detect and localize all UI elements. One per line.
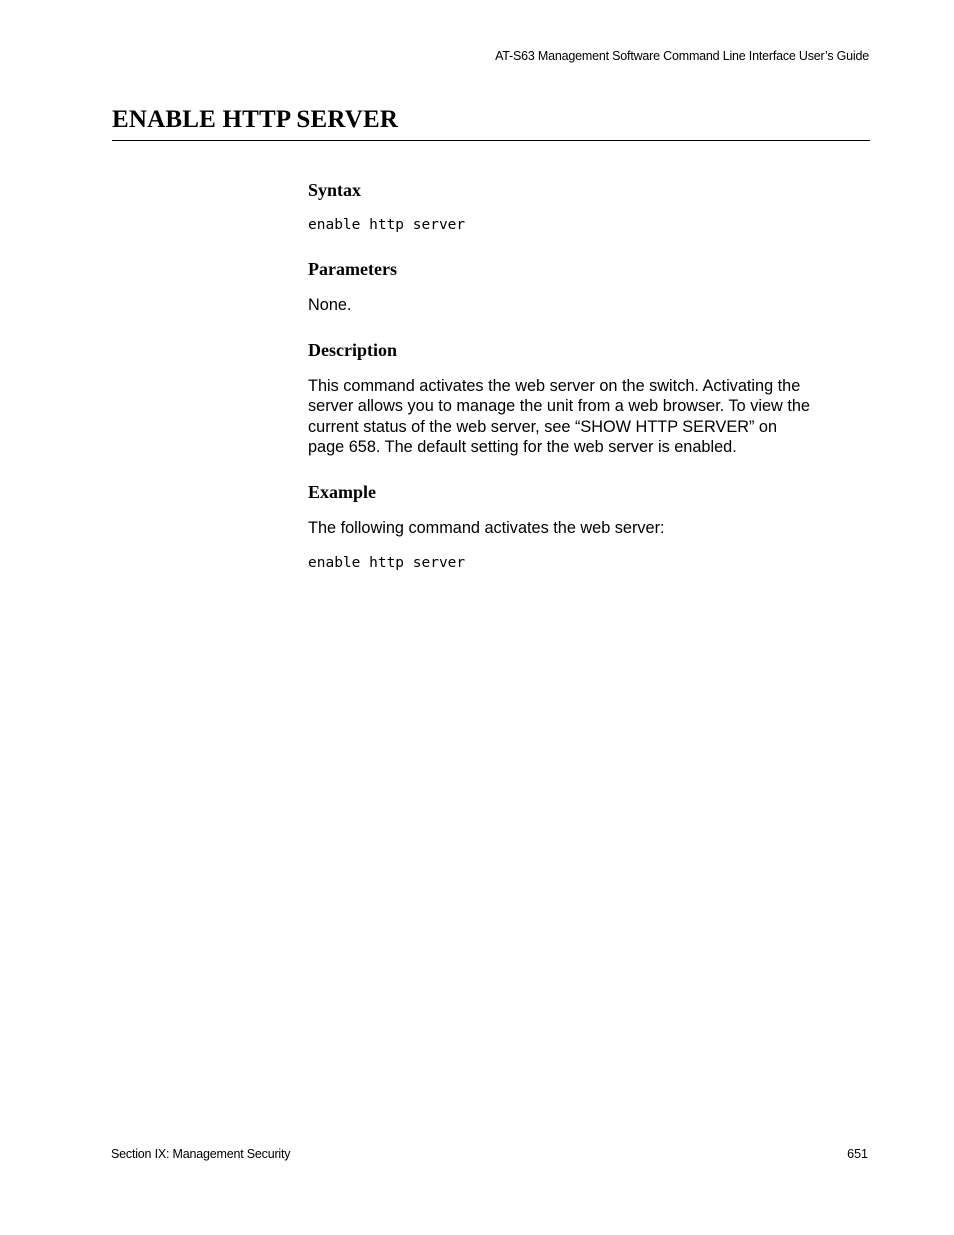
example-code: enable http server — [308, 555, 466, 571]
description-line: current status of the web server, see “SHOW HTTP SERVER” on — [308, 417, 778, 436]
syntax-code: enable http server — [308, 217, 466, 233]
page-title: ENABLE HTTP SERVER — [112, 106, 399, 133]
syntax-heading: Syntax — [308, 180, 362, 200]
description-heading: Description — [308, 339, 397, 360]
main-content — [308, 178, 848, 573]
footer-page-number: 651 — [847, 1147, 868, 1161]
parameters-text: None. — [308, 296, 352, 314]
example-text: The following command activates the web server: — [308, 518, 665, 537]
title-divider — [112, 140, 870, 141]
description-line: page 658. The default setting for the web server is enabled. — [308, 438, 737, 456]
description-line: This command activates the web server on the switch. Activating the — [308, 376, 801, 395]
example-heading: Example — [308, 481, 377, 502]
description-line: server allows you to manage the unit from a web browser. To view the — [308, 397, 810, 415]
parameters-heading: Parameters — [308, 259, 397, 279]
description-paragraph — [308, 376, 848, 458]
footer-section-label: Section IX: Management Security — [111, 1147, 291, 1161]
running-header: AT-S63 Management Software Command Line Interface User’s Guide — [495, 49, 869, 63]
